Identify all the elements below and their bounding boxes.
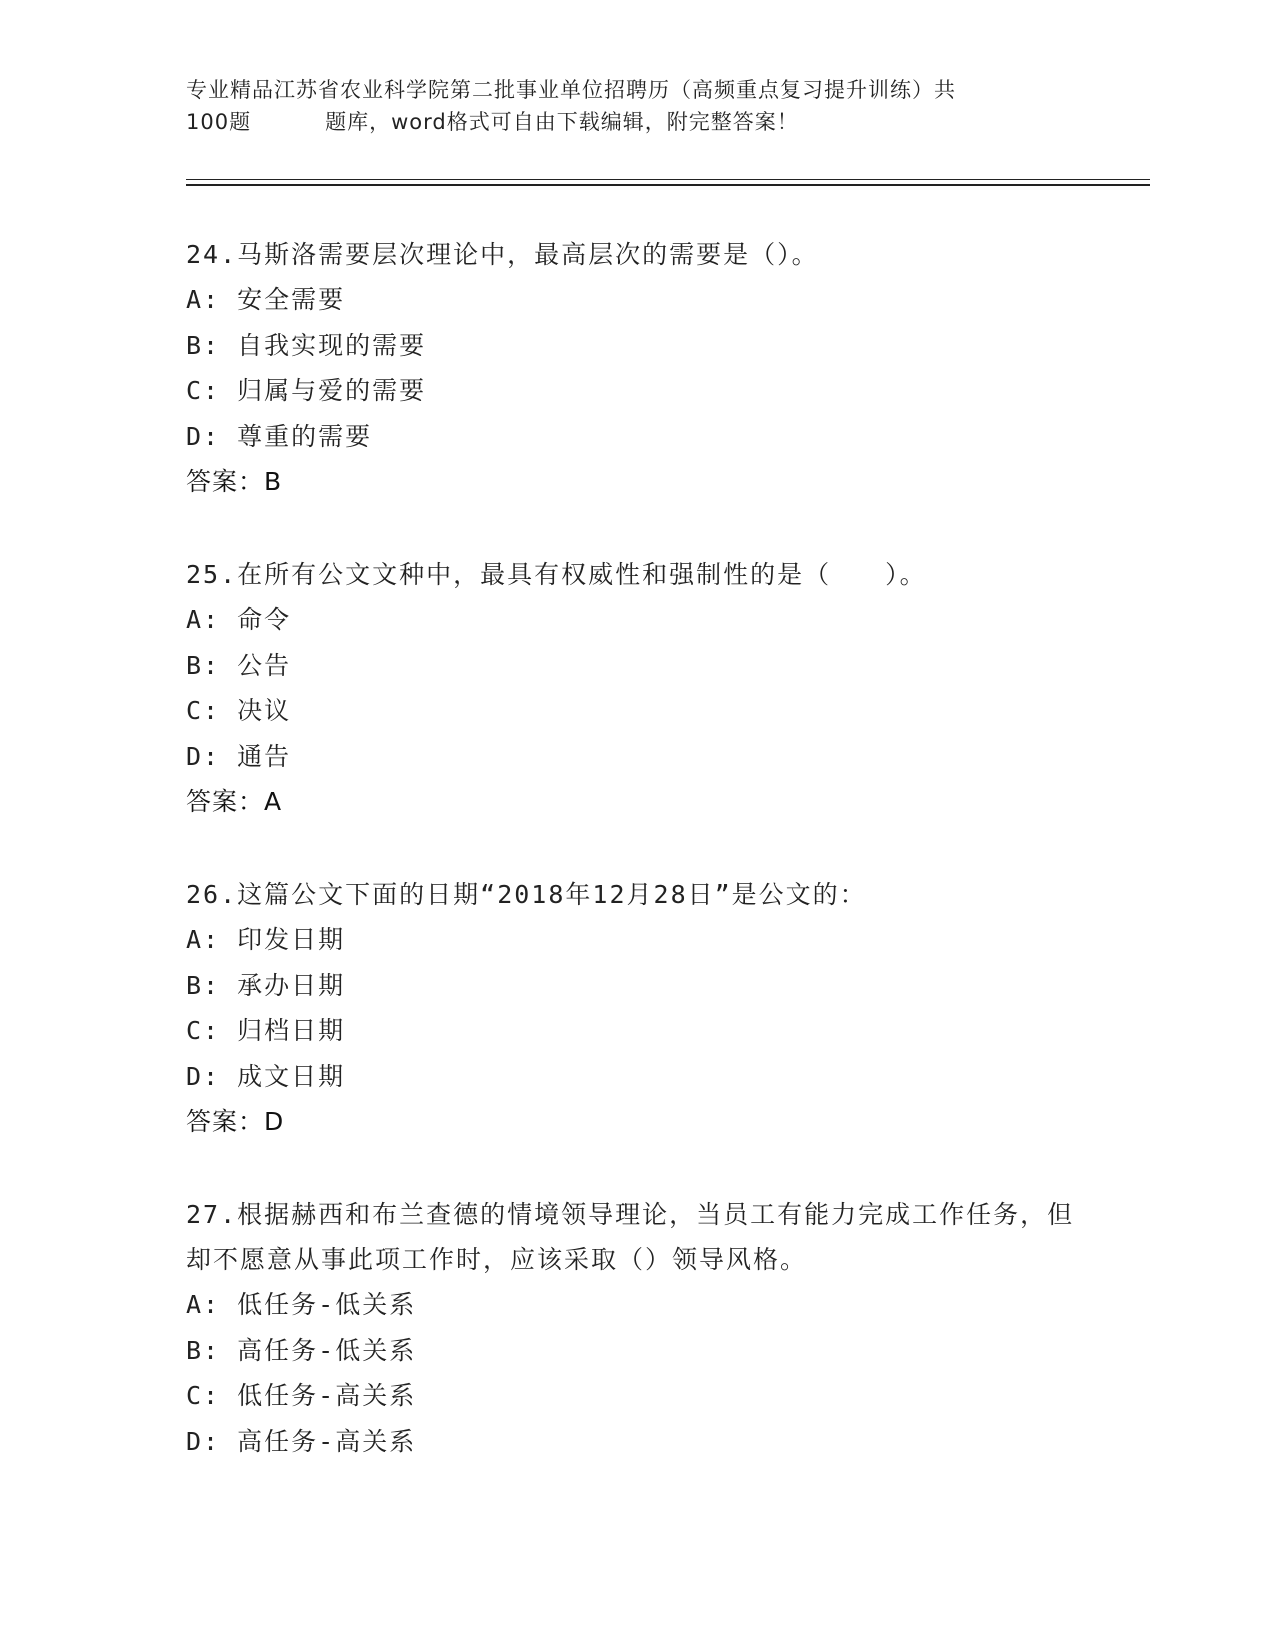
option-text: 成文日期 — [237, 1061, 346, 1091]
option-letter: A: — [186, 605, 221, 634]
option-letter: C: — [186, 1381, 221, 1410]
header-line-2 — [186, 106, 1066, 138]
question-stem: 26.这篇公文下面的日期“2018年12月28日”是公文的： — [186, 880, 867, 909]
option-text: 印发日期 — [237, 925, 346, 954]
answer-line: 答案：D — [186, 1107, 285, 1136]
option-letter: A: — [186, 1290, 221, 1319]
answer-line: 答案：A — [186, 787, 283, 816]
document-header — [186, 74, 1066, 138]
header-divider-top — [186, 179, 1150, 180]
option-a — [186, 277, 1086, 323]
option-a — [186, 917, 1086, 963]
option-letter: B: — [186, 330, 221, 360]
option-d — [186, 734, 1086, 780]
question-stem: 27.根据赫西和布兰查德的情境领导理论，当员工有能力完成工作任务，但却不愿意从事此项工作时，应该采取（）领导风格。 — [186, 1200, 1075, 1274]
question-list — [186, 232, 1086, 1512]
option-letter: C: — [186, 1016, 221, 1045]
option-letter: C: — [186, 696, 221, 725]
option-c — [186, 1008, 1086, 1054]
option-c — [186, 688, 1086, 734]
option-letter: C: — [186, 376, 221, 405]
option-text: 归档日期 — [237, 1016, 346, 1045]
option-text: 公告 — [237, 650, 292, 680]
option-text: 安全需要 — [237, 285, 346, 314]
question-27 — [186, 1192, 1086, 1464]
header-divider-bottom — [186, 184, 1150, 186]
option-b — [186, 643, 1086, 689]
option-text: 低任务-低关系 — [237, 1290, 417, 1319]
option-letter: D: — [186, 421, 221, 451]
option-b — [186, 1328, 1086, 1374]
option-text: 命令 — [237, 605, 292, 634]
question-stem: 25.在所有公文文种中，最具有权威性和强制性的是（ ）。 — [186, 560, 927, 589]
question-25 — [186, 552, 1086, 824]
option-letter: D: — [186, 1426, 221, 1456]
option-a — [186, 1282, 1086, 1328]
option-text: 高任务-高关系 — [237, 1426, 417, 1456]
option-letter: D: — [186, 741, 221, 771]
option-text: 承办日期 — [237, 970, 346, 1000]
option-letter: B: — [186, 650, 221, 680]
option-d — [186, 414, 1086, 460]
option-text: 尊重的需要 — [237, 421, 373, 451]
header-question-count: 100题 — [186, 110, 252, 134]
header-description: 题库，word格式可自由下载编辑，附完整答案！ — [325, 110, 799, 134]
option-c — [186, 368, 1086, 414]
option-letter: D: — [186, 1061, 221, 1091]
option-c — [186, 1373, 1086, 1419]
option-b — [186, 323, 1086, 369]
option-b — [186, 963, 1086, 1009]
option-text: 决议 — [237, 696, 292, 725]
option-text: 归属与爱的需要 — [237, 376, 427, 405]
option-letter: B: — [186, 970, 221, 1000]
option-letter: B: — [186, 1335, 221, 1365]
option-d — [186, 1054, 1086, 1100]
answer-line: 答案：B — [186, 467, 283, 496]
question-stem: 24.马斯洛需要层次理论中，最高层次的需要是（）。 — [186, 240, 819, 269]
option-letter: A: — [186, 925, 221, 954]
option-a — [186, 597, 1086, 643]
option-text: 自我实现的需要 — [237, 330, 427, 360]
option-letter: A: — [186, 285, 221, 314]
option-text: 高任务-低关系 — [237, 1335, 417, 1365]
option-text: 通告 — [237, 741, 292, 771]
option-text: 低任务-高关系 — [237, 1381, 417, 1410]
question-24 — [186, 232, 1086, 504]
header-line-1: 专业精品江苏省农业科学院第二批事业单位招聘历（高频重点复习提升训练）共 — [186, 78, 956, 102]
question-26 — [186, 872, 1086, 1144]
option-d — [186, 1419, 1086, 1465]
